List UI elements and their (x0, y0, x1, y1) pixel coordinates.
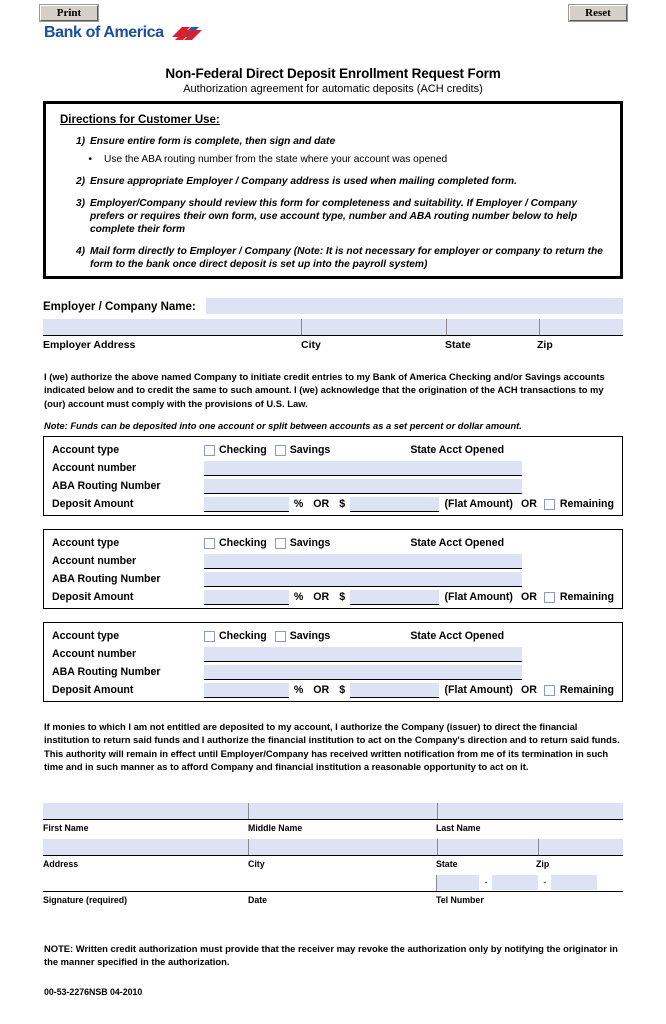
account-number-label: Account number (52, 462, 137, 474)
state-acct-opened-label: State Acct Opened (410, 630, 505, 642)
remaining-checkbox[interactable] (544, 592, 555, 603)
employer-address-label: Employer Address (43, 339, 136, 351)
remaining-label: Remaining (559, 498, 614, 510)
employer-zip-label: Zip (537, 339, 553, 351)
checking-label: Checking (219, 630, 267, 642)
or-text: OR (313, 684, 330, 696)
account-number-row (52, 552, 614, 570)
or-text: OR (313, 591, 330, 603)
deposit-amount-row (52, 495, 614, 513)
aba-routing-label: ABA Routing Number (52, 573, 161, 585)
or-text: OR (313, 498, 330, 510)
bullet-icon: • (88, 154, 92, 166)
direction-item (60, 245, 606, 271)
account-number-input[interactable] (204, 461, 522, 476)
state-acct-opened-label: State Acct Opened (410, 444, 505, 456)
deposit-amount-row (52, 681, 614, 699)
person-zip-label: Zip (536, 859, 550, 869)
direction-item (60, 135, 606, 148)
last-name-input[interactable] (438, 803, 623, 819)
tel-dash: - (484, 877, 488, 887)
direction-number: 2) (76, 176, 86, 188)
first-name-input[interactable] (43, 803, 248, 819)
checking-label: Checking (219, 444, 267, 456)
signature-inputs-row (43, 875, 623, 891)
percent-symbol: % (293, 591, 304, 603)
person-section (43, 803, 623, 911)
account-number-input[interactable] (204, 554, 522, 569)
employer-address-inputs (43, 319, 623, 335)
employer-section (43, 296, 623, 351)
print-button[interactable]: Print (40, 5, 98, 21)
toolbar (0, 0, 666, 24)
tel-line-input[interactable] (551, 875, 597, 890)
tel-number-label: Tel Number (436, 895, 484, 905)
checking-checkbox[interactable] (204, 445, 215, 456)
savings-checkbox[interactable] (275, 631, 286, 642)
first-name-label: First Name (43, 823, 89, 833)
middle-name-label: Middle Name (248, 823, 303, 833)
aba-routing-label: ABA Routing Number (52, 480, 161, 492)
employer-city-label: City (301, 339, 321, 351)
aba-routing-input[interactable] (204, 665, 522, 680)
employer-city-input[interactable] (302, 319, 446, 335)
account-number-label: Account number (52, 555, 137, 567)
employer-address-labels (43, 335, 623, 351)
page-subtitle: Authorization agreement for automatic deposits (ACH credits) (183, 83, 483, 95)
signature-input[interactable] (43, 875, 248, 891)
direction-number: 1) (76, 136, 86, 147)
aba-routing-row (52, 570, 614, 588)
direction-bullet-text: Use the ABA routing number from the state where your account was opened (104, 154, 448, 166)
monies-paragraph: If monies to which I am not entitled are deposited to my account, I authorize the Company (issuer) to direct the financial institution to return said funds and I authorize the financial institution to act on the Company's direction and to return said funds. This authority will remain in effect until Employer/Company has received written notification from me of its termination in such time and in such manner as to afford Company and financial institution a reasonable opportunity to act on it. (44, 721, 620, 773)
or-text-2: OR (520, 684, 537, 696)
remaining-checkbox[interactable] (544, 499, 555, 510)
account-type-label: Account type (52, 630, 120, 642)
remaining-checkbox[interactable] (544, 685, 555, 696)
name-inputs-row (43, 803, 623, 819)
account-number-label: Account number (52, 648, 137, 660)
person-state-label: State (436, 859, 458, 869)
percent-symbol: % (293, 684, 304, 696)
account-type-label: Account type (52, 537, 120, 549)
authorization-paragraph: I (we) authorize the above named Company to initiate credit entries to my Bank of America Checking and/or Savings accounts indicated below and to credit the same to such amount. I (we) acknowledge that the origination of the ACH transactions to my (our) account must comply with the provisions of U.S. Law. (44, 371, 605, 409)
deposit-percent-input[interactable] (204, 590, 289, 605)
aba-routing-row (52, 477, 614, 495)
state-acct-opened-label: State Acct Opened (410, 537, 505, 549)
account-block (43, 436, 623, 516)
account-type-row (52, 627, 614, 645)
date-input[interactable] (249, 875, 437, 891)
savings-checkbox[interactable] (275, 538, 286, 549)
account-block (43, 529, 623, 609)
remaining-label: Remaining (559, 684, 614, 696)
employer-address-input[interactable] (43, 319, 301, 335)
name-labels-row (43, 819, 623, 839)
aba-routing-row (52, 663, 614, 681)
deposit-amount-label: Deposit Amount (52, 591, 134, 603)
directions-heading: Directions for Customer Use: (60, 114, 220, 126)
funds-note: Note: Funds can be deposited into one account or split between accounts as a set percent or dollar amount. (44, 421, 522, 431)
person-zip-input[interactable] (539, 839, 623, 855)
direction-text: Employer/Company should review this form for completeness and suitability. If Employer / Company prefers or requires their own form, use account type, number and ABA routing number below to help complete their form (90, 198, 578, 236)
employer-state-label: State (445, 339, 471, 351)
employer-zip-input[interactable] (540, 319, 623, 335)
flat-amount-note: (Flat Amount) (444, 591, 513, 603)
deposit-flat-input[interactable] (350, 590, 438, 605)
direction-text: Mail form directly to Employer / Company (Note: It is not necessary for employer or company to return the form to the bank once direct deposit is set up into the payroll system) (90, 246, 603, 271)
savings-label: Savings (289, 630, 331, 642)
account-block (43, 622, 623, 702)
tel-dash: - (543, 877, 547, 887)
or-text-2: OR (520, 498, 537, 510)
employer-name-row (43, 296, 623, 314)
deposit-percent-input[interactable] (204, 497, 289, 512)
middle-name-input[interactable] (249, 803, 437, 819)
checking-checkbox[interactable] (204, 538, 215, 549)
signature-labels-row (43, 891, 623, 911)
footer-note: NOTE: Written credit authorization must provide that the receiver may revoke the authorization only by notifying the originator in the manner specified in the authorization. (44, 943, 618, 968)
or-text-2: OR (520, 591, 537, 603)
direction-bullet (60, 153, 606, 166)
tel-number-group (437, 875, 623, 891)
deposit-amount-row (52, 588, 614, 606)
aba-routing-label: ABA Routing Number (52, 666, 161, 678)
deposit-flat-input[interactable] (350, 683, 438, 698)
dollar-symbol: $ (339, 498, 346, 510)
dollar-symbol: $ (339, 684, 346, 696)
person-address-input[interactable] (43, 839, 248, 855)
dollar-symbol: $ (339, 591, 346, 603)
reset-button[interactable]: Reset (569, 5, 627, 21)
brand-name: Bank of America (44, 24, 164, 41)
direction-item (60, 197, 606, 236)
account-type-row (52, 441, 614, 459)
form-number: 00-53-2276NSB 04-2010 (44, 987, 143, 997)
person-state-input[interactable] (438, 839, 538, 855)
aba-routing-input[interactable] (204, 479, 522, 494)
deposit-amount-label: Deposit Amount (52, 684, 134, 696)
remaining-label: Remaining (559, 591, 614, 603)
flat-amount-note: (Flat Amount) (444, 498, 513, 510)
last-name-label: Last Name (436, 823, 481, 833)
employer-name-label: Employer / Company Name: (43, 301, 196, 313)
direction-text: Ensure appropriate Employer / Company address is used when mailing completed form. (90, 176, 517, 188)
checking-checkbox[interactable] (204, 631, 215, 642)
direction-text: Ensure entire form is complete, then sign and date (90, 136, 336, 147)
savings-label: Savings (289, 444, 331, 456)
person-address-label: Address (43, 859, 79, 869)
checking-label: Checking (219, 537, 267, 549)
savings-label: Savings (289, 537, 331, 549)
flag-logo-icon (169, 25, 203, 42)
page-title: Non-Federal Direct Deposit Enrollment Request Form (165, 66, 501, 81)
address-labels-row (43, 855, 623, 875)
employer-state-input[interactable] (447, 319, 539, 335)
flat-amount-note: (Flat Amount) (444, 684, 513, 696)
address-inputs-row (43, 839, 623, 855)
percent-symbol: % (293, 498, 304, 510)
person-city-label: City (248, 859, 265, 869)
directions-box (43, 101, 623, 279)
direction-number: 4) (76, 246, 86, 258)
savings-checkbox[interactable] (275, 445, 286, 456)
tel-area-code-input[interactable] (437, 875, 479, 890)
account-number-row (52, 645, 614, 663)
account-type-row (52, 534, 614, 552)
employer-name-input[interactable] (206, 298, 623, 314)
account-number-input[interactable] (204, 647, 522, 662)
direction-number: 3) (76, 198, 86, 210)
date-label: Date (248, 895, 268, 905)
direction-item (60, 175, 606, 188)
aba-routing-input[interactable] (204, 572, 522, 587)
deposit-flat-input[interactable] (350, 497, 438, 512)
account-number-row (52, 459, 614, 477)
account-type-label: Account type (52, 444, 120, 456)
tel-prefix-input[interactable] (492, 875, 538, 890)
signature-label: Signature (required) (43, 895, 128, 905)
deposit-percent-input[interactable] (204, 683, 289, 698)
person-city-input[interactable] (249, 839, 437, 855)
deposit-amount-label: Deposit Amount (52, 498, 134, 510)
bank-of-america-logo (44, 24, 203, 42)
